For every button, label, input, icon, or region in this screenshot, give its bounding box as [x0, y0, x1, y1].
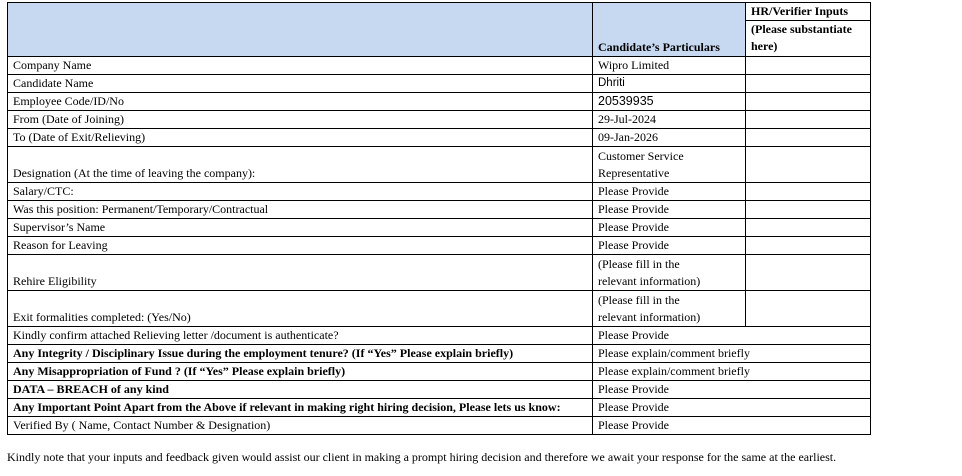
verifier-input-cell[interactable]	[746, 111, 871, 129]
field-label: Supervisor’s Name	[8, 219, 593, 237]
field-value: 29-Jul-2024	[593, 111, 746, 129]
row-supervisor	[8, 219, 871, 237]
verifier-input-cell[interactable]	[746, 201, 871, 219]
row-candidate-name	[8, 75, 871, 93]
field-value-line1: Customer Service	[598, 149, 684, 163]
field-value: Dhriti	[593, 75, 746, 93]
verifier-input-cell[interactable]	[746, 183, 871, 201]
field-label: Reason for Leaving	[8, 237, 593, 255]
field-value: Please Provide	[593, 183, 746, 201]
field-value-line1: (Please fill in the	[598, 293, 680, 307]
field-value-line1: (Please fill in the	[598, 257, 680, 271]
field-label: Was this position: Permanent/Temporary/Contractual	[8, 201, 593, 219]
field-value: Please Provide	[593, 201, 746, 219]
field-value	[593, 291, 746, 327]
field-value: Please Provide	[593, 399, 871, 417]
field-label: Any Important Point Apart from the Above if relevant in making right hiring decision, Please lets us know:	[8, 399, 593, 417]
hr-verifier-header-title: HR/Verifier Inputs	[746, 3, 871, 21]
field-label: DATA – BREACH of any kind	[8, 381, 593, 399]
row-verified-by	[8, 417, 871, 435]
field-label: Salary/CTC:	[8, 183, 593, 201]
verification-table	[7, 2, 871, 435]
field-value: Please Provide	[593, 381, 871, 399]
verifier-input-cell[interactable]	[746, 255, 871, 291]
row-exit-formalities	[8, 291, 871, 327]
field-label: To (Date of Exit/Relieving)	[8, 129, 593, 147]
verifier-input-cell[interactable]	[746, 75, 871, 93]
row-salary	[8, 183, 871, 201]
row-date-of-exit	[8, 129, 871, 147]
field-value	[593, 147, 746, 183]
field-value: Please explain/comment briefly	[593, 345, 871, 363]
hr-verifier-header-note	[746, 21, 871, 57]
header-blank-cell	[8, 3, 593, 57]
candidate-particulars-header: Candidate’s Particulars	[593, 3, 746, 57]
field-value: Please Provide	[593, 219, 746, 237]
verifier-input-cell[interactable]	[746, 237, 871, 255]
field-value: 09-Jan-2026	[593, 129, 746, 147]
field-value: Please Provide	[593, 327, 871, 345]
verifier-input-cell[interactable]	[746, 219, 871, 237]
verifier-input-cell[interactable]	[746, 291, 871, 327]
field-label: Any Integrity / Disciplinary Issue during the employment tenure? (If “Yes” Please explain briefly)	[8, 345, 593, 363]
field-value: Wipro Limited	[593, 57, 746, 75]
field-label: Rehire Eligibility	[8, 255, 593, 291]
row-reason-for-leaving	[8, 237, 871, 255]
row-relieving-letter	[8, 327, 871, 345]
footer-note: Kindly note that your inputs and feedback given would assist our client in making a prompt hiring decision and therefore we await your response for the same at the earliest.	[7, 450, 837, 464]
row-employee-code	[8, 93, 871, 111]
row-rehire-eligibility	[8, 255, 871, 291]
field-label: Any Misappropriation of Fund ? (If “Yes” Please explain briefly)	[8, 363, 593, 381]
field-label: Verified By ( Name, Contact Number & Designation)	[8, 417, 593, 435]
row-company-name	[8, 57, 871, 75]
field-label: Exit formalities completed: (Yes/No)	[8, 291, 593, 327]
field-label: Kindly confirm attached Relieving letter /document is authenticate?	[8, 327, 593, 345]
field-value: 20539935	[593, 93, 746, 111]
field-value-line2: Representative	[598, 166, 670, 180]
verifier-input-cell[interactable]	[746, 129, 871, 147]
field-label: Company Name	[8, 57, 593, 75]
field-label: Candidate Name	[8, 75, 593, 93]
verifier-input-cell[interactable]	[746, 57, 871, 75]
row-position-type	[8, 201, 871, 219]
row-integrity-issue	[8, 345, 871, 363]
row-data-breach	[8, 381, 871, 399]
field-value-line2: relevant information)	[598, 274, 701, 288]
row-date-of-joining	[8, 111, 871, 129]
hr-verifier-header-note-line2: here)	[751, 39, 778, 54]
field-label: Designation (At the time of leaving the company):	[8, 147, 593, 183]
row-misappropriation	[8, 363, 871, 381]
field-value-line2: relevant information)	[598, 310, 701, 324]
field-value: Please Provide	[593, 237, 746, 255]
hr-verifier-header-note-line1: (Please substantiate	[751, 22, 852, 37]
field-label: Employee Code/ID/No	[8, 93, 593, 111]
field-value: Please Provide	[593, 417, 871, 435]
verifier-input-cell[interactable]	[746, 147, 871, 183]
verifier-input-cell[interactable]	[746, 93, 871, 111]
field-value: Please explain/comment briefly	[593, 363, 871, 381]
field-label: From (Date of Joining)	[8, 111, 593, 129]
row-important-point	[8, 399, 871, 417]
field-value	[593, 255, 746, 291]
row-designation	[8, 147, 871, 183]
